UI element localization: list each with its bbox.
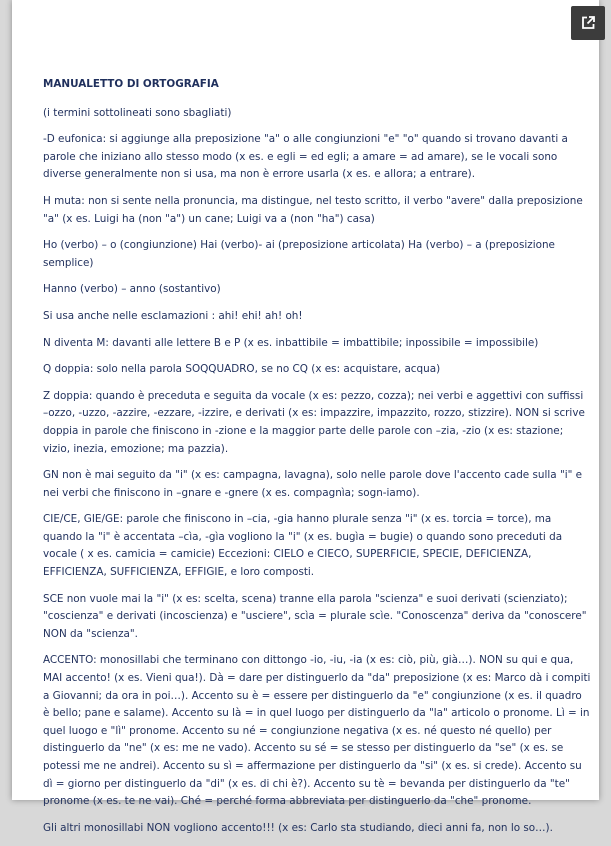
paragraph: SCE non vuole mai la "i" (x es: scelta, scena) tranne ella parola "scienza" e suoi derivati (scienziato); "coscienza" e derivati (incoscienza) e "usciere", scìa = plurale scìe. "Conoscenza" deriva da "conoscere" NON da "scienza". [43, 592, 587, 640]
paragraph: -D eufonica: si aggiunge alla preposizione "a" o alle congiunzioni "e" "o" quando si trovano davanti a parole che iniziano allo stesso modo (x es. e egli = ed egli; a amare = ad amare), se le vocali sono diverse generalmente non si usa, ma non è errore usarla (x es. e allora; a entrare). [43, 133, 568, 181]
paragraph: N diventa M: davanti alle lettere B e P (x es. inbattibile = imbattibile; inpossibile = impossibile) [43, 336, 539, 349]
document-body [43, 76, 591, 846]
paragraph: (i termini sottolineati sono sbagliati) [43, 106, 232, 119]
paragraph: H muta: non si sente nella pronuncia, ma distingue, nel testo scritto, il verbo "avere" dalla preposizione "a" (x es. Luigi ha (non "a") un cane; Luigi va a (non "ha") casa) [43, 194, 583, 225]
paragraph: GN non è mai seguito da "i" (x es: campagna, lavagna), solo nelle parole dove l'accento cade sulla "i" e nei verbi che finiscono in –gnare e -gnere (x es. compagnìa; sogn-iamo). [43, 469, 583, 499]
paragraph: Gli altri monosillabi NON vogliono accento!!! (x es: Carlo sta studiando, dieci anni fa, non lo so…). [43, 821, 553, 834]
document-page [12, 0, 599, 834]
paragraph: Z doppia: quando è preceduta e seguita da vocale (x es: pezzo, cozza); nei verbi e aggettivi con suffissi –ozzo, -uzzo, -azzire, -ezzare, -izzire, e derivati (x es: impazzire, impazzito, rozzo, stizzire). NON si scrive doppia in parole che finiscono in -zione e la maggior parte delle parole con –zia, -zio (x es: stazione; vizio, inezia, emozione; ma pazzia). [43, 389, 585, 455]
paragraph: Ho (verbo) – o (congiunzione) Hai (verbo)- ai (preposizione articolata) Ha (verbo) – a (preposizione semplice) [43, 239, 555, 269]
paragraph: ACCENTO: monosillabi che terminano con dittongo -io, -iu, -ia (x es: ciò, più, già…). NON su qui e qua, MAI accento! (x es. Vieni qua!). Dà = dare per distinguerlo da "da" preposizione (x es: Marco dà i compiti a Giovanni; da ora in poi…). Accento su è = essere per distinguerlo da "e" congiunzione (x es. il quadro è bello; pane e salame). Accento su là = in quel luogo per distinguerlo da "la" articolo o pronome. Lì = in quel luogo e "lì" pronome. Accento su né = congiunzione negativa (x es. né questo né quello) per distinguerlo da "ne" (x es: me ne vado). Accento su sé = se stesso per distinguerlo da "se" (x es. se potessi me ne andrei). Accento su sì = affermazione per distinguerlo da "si" (x es. si crede). Accento su dì = giorno per distinguerlo da "di" (x es. di chi è?). Accento su tè = bevanda per distinguerlo da "te" pronome (x es. te ne vai). Ché = perché forma abbreviata per distinguerlo da "che" pronome. [43, 654, 591, 808]
paragraph: Hanno (verbo) – anno (sostantivo) [43, 283, 221, 296]
paragraph: CIE/CE, GIE/GE: parole che finiscono in –cia, -gia hanno plurale senza "i" (x es. torcia = torce), ma quando la "i" è accentata –cìa, -gìa vogliono la "i" (x es. bugìa = bugie) o quando sono preceduti da vocale ( x es. camicia = camicie) Eccezioni: CIELO e CIECO, SUPERFICIE, SPECIE, DEFICIENZA, EFFICIENZA, SUFFICIENZA, EFFIGIE, e loro composti. [43, 513, 563, 579]
document-title: MANUALETTO DI ORTOGRAFIA [43, 78, 219, 90]
paragraph: Q doppia: solo nella parola SOQQUADRO, se no CQ (x es: acquistare, acqua) [43, 363, 441, 376]
open-in-new-icon [580, 15, 596, 31]
open-in-new-button[interactable] [571, 6, 605, 40]
paragraph: Si usa anche nelle esclamazioni : ahi! ehi! ah! oh! [43, 309, 303, 322]
